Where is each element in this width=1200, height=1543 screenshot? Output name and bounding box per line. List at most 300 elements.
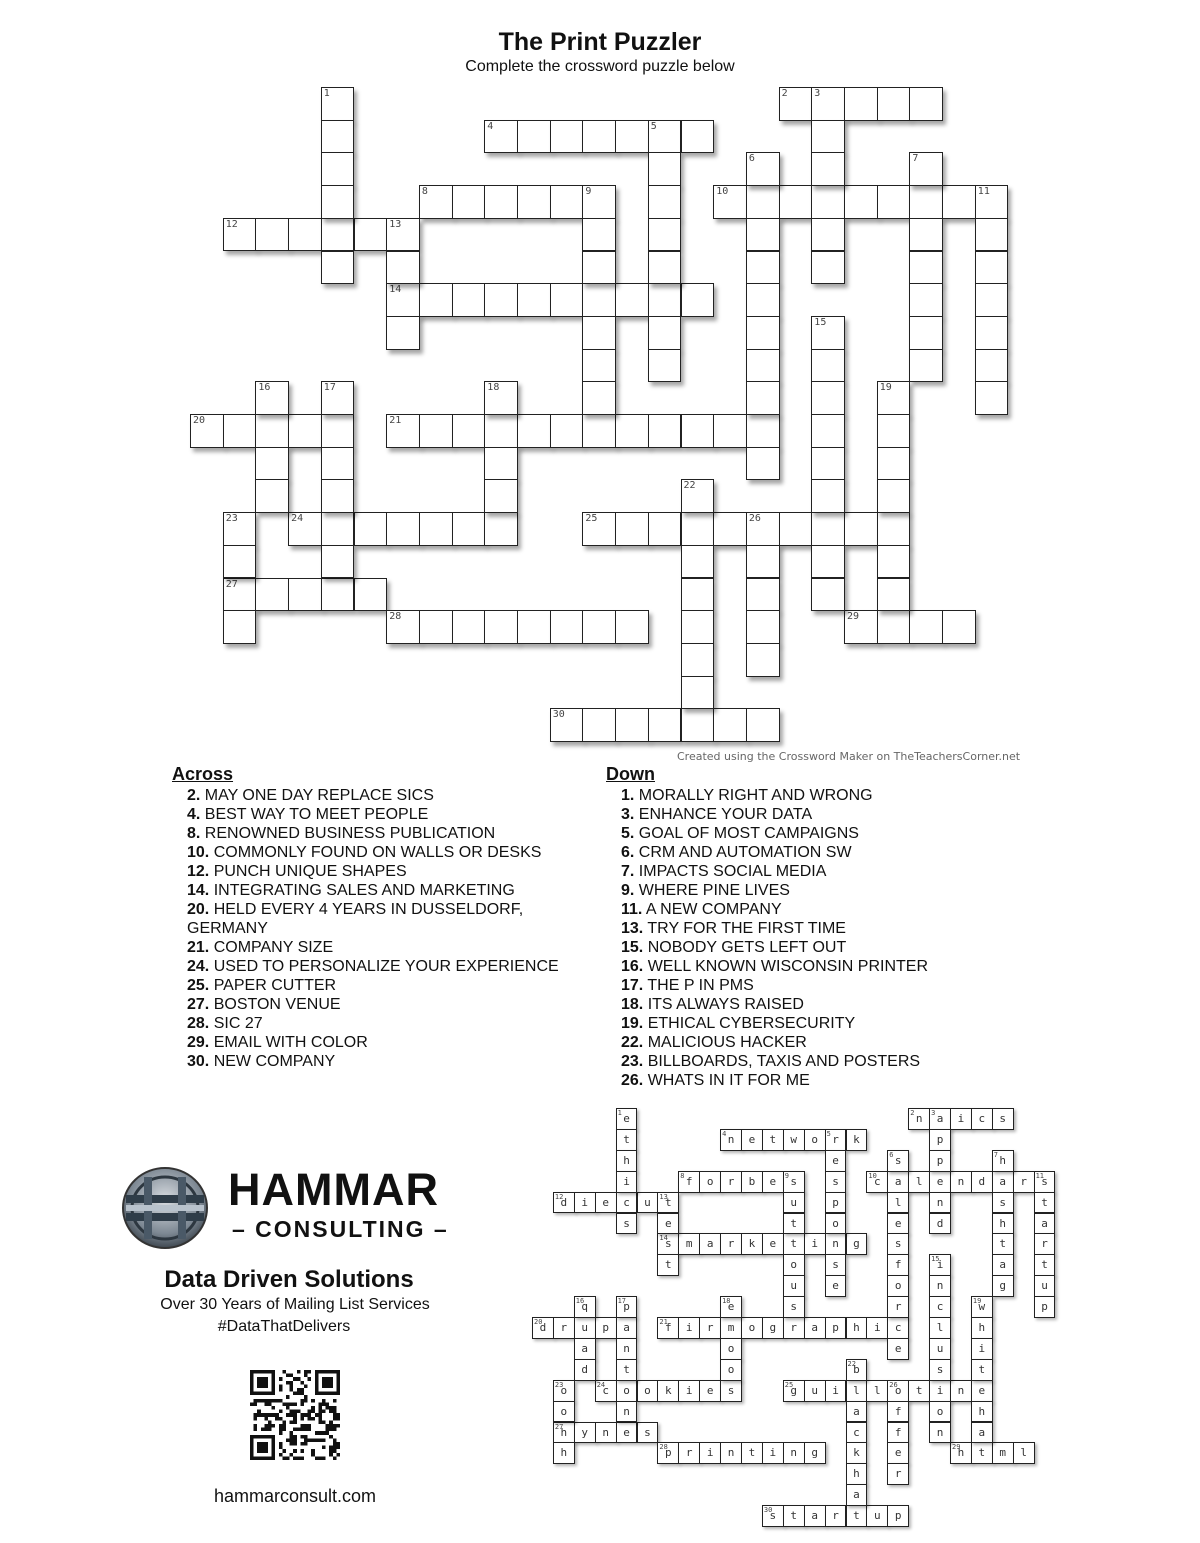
puzzle-cell[interactable] [811, 120, 845, 154]
puzzle-cell[interactable] [288, 218, 322, 252]
puzzle-cell[interactable] [648, 120, 682, 154]
puzzle-cell[interactable] [811, 316, 845, 350]
puzzle-cell[interactable] [779, 185, 813, 219]
answer-cell [553, 1380, 575, 1402]
puzzle-cell[interactable] [648, 283, 682, 317]
clue-number-label: 1 [323, 88, 330, 99]
answer-letter: r [832, 1509, 839, 1523]
puzzle-cell[interactable] [484, 185, 518, 219]
puzzle-cell[interactable] [386, 218, 420, 252]
puzzle-cell[interactable] [419, 414, 453, 448]
puzzle-cell[interactable] [844, 87, 878, 121]
puzzle-cell[interactable] [484, 479, 518, 513]
puzzle-cell[interactable] [975, 185, 1009, 219]
puzzle-cell[interactable] [681, 676, 715, 710]
answer-letter: o [560, 1404, 568, 1418]
puzzle-cell[interactable] [713, 414, 747, 448]
puzzle-cell[interactable] [517, 610, 551, 644]
puzzle-cell[interactable] [484, 447, 518, 481]
answer-cell [783, 1254, 805, 1276]
puzzle-cell[interactable] [746, 381, 780, 415]
puzzle-cell[interactable] [975, 251, 1009, 285]
answer-letter: e [936, 1174, 944, 1188]
clue-item [187, 1033, 587, 1052]
answer-cell [825, 1254, 847, 1276]
puzzle-cell[interactable] [354, 218, 388, 252]
answer-cell [846, 1422, 868, 1444]
answer-letter: r [790, 1321, 798, 1334]
answer-letter: p [602, 1321, 609, 1334]
puzzle-cell[interactable] [746, 414, 780, 448]
puzzle-cell[interactable] [909, 87, 943, 121]
answer-letter: r [685, 1446, 693, 1460]
clue-number-label: 2 [910, 1109, 915, 1117]
answer-letter: i [623, 1174, 630, 1188]
puzzle-cell[interactable] [877, 512, 911, 546]
answer-letter: i [874, 1321, 881, 1334]
answer-letter: o [748, 1321, 756, 1334]
puzzle-cell[interactable] [877, 414, 911, 448]
answer-cell [553, 1422, 575, 1444]
puzzle-cell[interactable] [877, 479, 911, 513]
clue-number: 13. [621, 920, 644, 937]
puzzle-cell[interactable] [550, 185, 584, 219]
puzzle-cell[interactable] [779, 87, 813, 121]
answer-letter: n [790, 1446, 798, 1460]
answer-letter: m [727, 1321, 735, 1334]
puzzle-cell[interactable] [582, 512, 616, 546]
puzzle-cell[interactable] [681, 643, 715, 677]
clue-number: 25. [187, 977, 210, 994]
puzzle-cell[interactable] [909, 283, 943, 317]
puzzle-cell[interactable] [811, 87, 845, 121]
puzzle-cell[interactable] [484, 381, 518, 415]
puzzle-cell[interactable] [582, 708, 616, 742]
answer-letter: f [894, 1404, 902, 1418]
puzzle-cell[interactable] [942, 610, 976, 644]
puzzle-cell[interactable] [811, 218, 845, 252]
puzzle-cell[interactable] [615, 610, 649, 644]
puzzle-cell[interactable] [321, 545, 355, 579]
puzzle-cell[interactable] [746, 283, 780, 317]
puzzle-cell[interactable] [321, 152, 355, 186]
clue-number-label: 29 [952, 1443, 961, 1452]
answer-letter: s [936, 1362, 944, 1376]
puzzle-cell[interactable] [223, 578, 257, 612]
answer-cell [741, 1442, 763, 1464]
answer-cell [825, 1275, 847, 1297]
puzzle-cell[interactable] [452, 283, 486, 317]
puzzle-cell[interactable] [223, 512, 257, 546]
answer-letter: h [623, 1153, 630, 1167]
puzzle-cell[interactable] [484, 414, 518, 448]
puzzle-cell[interactable] [288, 578, 322, 612]
puzzle-cell[interactable] [321, 251, 355, 285]
puzzle-cell[interactable] [582, 610, 616, 644]
puzzle-cell[interactable] [681, 708, 715, 742]
puzzle-cell[interactable] [223, 610, 257, 644]
clue-item [187, 976, 587, 995]
puzzle-cell[interactable] [517, 185, 551, 219]
clue-number-label: 17 [323, 382, 336, 394]
answer-letter: i [685, 1383, 693, 1397]
puzzle-cell[interactable] [321, 87, 355, 121]
puzzle-cell[interactable] [746, 349, 780, 383]
puzzle-cell[interactable] [484, 120, 518, 154]
puzzle-cell[interactable] [877, 578, 911, 612]
answer-letter: t [915, 1383, 923, 1397]
answer-letter: t [978, 1362, 986, 1376]
puzzle-cell[interactable] [452, 610, 486, 644]
puzzle-cell[interactable] [909, 152, 943, 186]
answer-letter: o [894, 1279, 902, 1293]
answer-letter: k [853, 1446, 860, 1460]
clue-text: BEST WAY TO MEET PEOPLE [200, 806, 429, 823]
puzzle-cell[interactable] [484, 283, 518, 317]
answer-cell [783, 1213, 805, 1235]
puzzle-cell[interactable] [550, 120, 584, 154]
puzzle-cell[interactable] [844, 512, 878, 546]
puzzle-cell[interactable] [582, 185, 616, 219]
puzzle-cell[interactable] [811, 545, 845, 579]
puzzle-cell[interactable] [681, 414, 715, 448]
answer-letter: w [978, 1300, 986, 1314]
answer-letter: t [623, 1132, 630, 1146]
puzzle-cell[interactable] [844, 185, 878, 219]
puzzle-cell[interactable] [419, 610, 453, 644]
answer-letter: c [936, 1300, 944, 1314]
answer-letter: a [581, 1341, 589, 1355]
answer-letter: u [790, 1279, 798, 1293]
puzzle-cell[interactable] [877, 87, 911, 121]
puzzle-cell[interactable] [746, 316, 780, 350]
clue-text: PAPER CUTTER [209, 977, 337, 994]
puzzle-cell[interactable] [582, 316, 616, 350]
puzzle-cell[interactable] [582, 414, 616, 448]
clue-number-label: 3 [814, 88, 821, 99]
puzzle-cell[interactable] [746, 545, 780, 579]
puzzle-cell[interactable] [321, 447, 355, 481]
puzzle-cell[interactable] [909, 349, 943, 383]
puzzle-cell[interactable] [255, 447, 289, 481]
puzzle-cell[interactable] [746, 152, 780, 186]
clue-number-label: 9 [585, 186, 592, 198]
clue-item [621, 957, 1041, 976]
answer-cell [971, 1401, 993, 1423]
puzzle-cell[interactable] [681, 512, 715, 546]
puzzle-cell[interactable] [517, 414, 551, 448]
puzzle-cell[interactable] [615, 414, 649, 448]
answer-cell [657, 1192, 679, 1214]
puzzle-cell[interactable] [484, 512, 518, 546]
puzzle-cell[interactable] [419, 512, 453, 546]
puzzle-cell[interactable] [681, 545, 715, 579]
clue-item [621, 843, 1041, 862]
puzzle-cell[interactable] [844, 610, 878, 644]
answer-letter: e [894, 1216, 902, 1230]
answer-letter: n [936, 1425, 944, 1439]
clue-number-label: 13 [659, 1192, 668, 1201]
answer-letter: t [790, 1509, 798, 1523]
answer-cell [846, 1233, 868, 1255]
puzzle-cell[interactable] [909, 218, 943, 252]
qr-code[interactable] [250, 1370, 340, 1460]
puzzle-cell[interactable] [321, 381, 355, 415]
puzzle-cell[interactable] [975, 316, 1009, 350]
puzzle-cell[interactable] [746, 512, 780, 546]
answer-cell [992, 1108, 1014, 1130]
answer-cell [866, 1171, 888, 1193]
puzzle-cell[interactable] [648, 708, 682, 742]
puzzle-cell[interactable] [877, 545, 911, 579]
puzzle-cell[interactable] [321, 185, 355, 219]
hammar-logo [120, 1165, 210, 1251]
puzzle-cell[interactable] [648, 512, 682, 546]
answer-letter: n [936, 1195, 944, 1209]
puzzle-cell[interactable] [681, 120, 715, 154]
clue-number: 6. [621, 844, 635, 861]
answer-cell [595, 1192, 617, 1214]
puzzle-cell[interactable] [255, 414, 289, 448]
clue-text: WHATS IN IT FOR ME [643, 1072, 810, 1089]
puzzle-cell[interactable] [648, 218, 682, 252]
puzzle-cell[interactable] [811, 185, 845, 219]
puzzle-cell[interactable] [386, 414, 420, 448]
website-link[interactable]: hammarconsult.com [213, 1486, 377, 1506]
clue-number-label: 30 [552, 709, 565, 721]
puzzle-cell[interactable] [648, 414, 682, 448]
puzzle-cell[interactable] [811, 414, 845, 448]
answer-cell [657, 1213, 679, 1235]
puzzle-cell[interactable] [386, 316, 420, 350]
puzzle-cell[interactable] [877, 381, 911, 415]
puzzle-cell[interactable] [321, 512, 355, 546]
puzzle-cell[interactable] [452, 185, 486, 219]
puzzle-cell[interactable] [975, 349, 1009, 383]
puzzle-cell[interactable] [746, 643, 780, 677]
puzzle-cell[interactable] [811, 349, 845, 383]
answer-letter: l [1020, 1446, 1027, 1460]
puzzle-cell[interactable] [223, 414, 257, 448]
puzzle-cell[interactable] [452, 414, 486, 448]
answer-letter: o [790, 1258, 798, 1272]
answer-letter: a [936, 1112, 944, 1125]
answer-letter: p [936, 1153, 944, 1167]
puzzle-cell[interactable] [746, 185, 780, 219]
answer-cell [657, 1380, 679, 1402]
puzzle-cell[interactable] [517, 283, 551, 317]
puzzle-cell[interactable] [746, 218, 780, 252]
answer-cell [825, 1317, 847, 1339]
puzzle-cell[interactable] [223, 545, 257, 579]
puzzle-cell[interactable] [288, 512, 322, 546]
answer-letter: a [978, 1425, 986, 1439]
clue-number: 26. [621, 1072, 644, 1089]
puzzle-cell[interactable] [288, 414, 322, 448]
puzzle-cell[interactable] [909, 316, 943, 350]
answer-letter: d [936, 1216, 944, 1230]
puzzle-cell[interactable] [681, 283, 715, 317]
puzzle-cell[interactable] [811, 512, 845, 546]
answer-letter: e [894, 1341, 902, 1355]
answer-cell [616, 1213, 638, 1235]
puzzle-cell[interactable] [811, 251, 845, 285]
puzzle-cell[interactable] [942, 185, 976, 219]
puzzle-cell[interactable] [746, 708, 780, 742]
answer-cell [699, 1171, 721, 1193]
puzzle-cell[interactable] [582, 349, 616, 383]
clue-item [187, 995, 587, 1014]
puzzle-cell[interactable] [648, 349, 682, 383]
puzzle-cell[interactable] [321, 414, 355, 448]
answer-letter: o [832, 1216, 839, 1230]
puzzle-cell[interactable] [648, 251, 682, 285]
answer-cell [971, 1108, 993, 1130]
clue-number-label: 28 [659, 1443, 668, 1452]
puzzle-cell[interactable] [582, 283, 616, 317]
puzzle-cell[interactable] [877, 447, 911, 481]
answer-cell [595, 1380, 617, 1402]
puzzle-cell[interactable] [550, 708, 584, 742]
clue-item [621, 1014, 1041, 1033]
answer-letter: g [811, 1446, 818, 1460]
clue-text: MALICIOUS HACKER [643, 1034, 807, 1051]
puzzle-cell[interactable] [746, 578, 780, 612]
answer-cell [887, 1505, 909, 1527]
clue-number: 17. [621, 977, 644, 994]
puzzle-cell[interactable] [582, 218, 616, 252]
puzzle-cell[interactable] [582, 381, 616, 415]
answer-cell [783, 1171, 805, 1193]
answer-cell [929, 1401, 951, 1423]
puzzle-cell[interactable] [321, 120, 355, 154]
puzzle-cell[interactable] [648, 185, 682, 219]
puzzle-cell[interactable] [255, 479, 289, 513]
puzzle-cell[interactable] [354, 512, 388, 546]
puzzle-cell[interactable] [582, 120, 616, 154]
puzzle-cell[interactable] [713, 185, 747, 219]
puzzle-cell[interactable] [321, 218, 355, 252]
puzzle-cell[interactable] [975, 283, 1009, 317]
answer-cell [846, 1129, 868, 1151]
answer-letter: i [769, 1446, 777, 1460]
puzzle-cell[interactable] [746, 251, 780, 285]
answer-cell [637, 1192, 659, 1214]
puzzle-cell[interactable] [975, 218, 1009, 252]
puzzle-cell[interactable] [386, 512, 420, 546]
clue-number: 21. [187, 939, 210, 956]
puzzle-cell[interactable] [223, 218, 257, 252]
puzzle-cell[interactable] [419, 185, 453, 219]
answer-cell [971, 1338, 993, 1360]
clue-item [621, 1033, 1041, 1052]
answer-letter: i [957, 1112, 965, 1125]
answer-letter: o [894, 1383, 902, 1397]
puzzle-cell[interactable] [746, 610, 780, 644]
puzzle-cell[interactable] [811, 479, 845, 513]
answer-letter: e [748, 1132, 756, 1146]
puzzle-cell[interactable] [811, 578, 845, 612]
answer-letter: b [748, 1174, 756, 1188]
answer-cell [657, 1233, 679, 1255]
answer-letter: p [623, 1300, 630, 1314]
answer-cell [678, 1380, 700, 1402]
puzzle-cell[interactable] [321, 479, 355, 513]
puzzle-cell[interactable] [386, 283, 420, 317]
puzzle-cell[interactable] [779, 512, 813, 546]
puzzle-cell[interactable] [321, 578, 355, 612]
clue-text: BOSTON VENUE [209, 996, 341, 1013]
puzzle-cell[interactable] [550, 283, 584, 317]
puzzle-cell[interactable] [681, 578, 715, 612]
puzzle-cell[interactable] [975, 381, 1009, 415]
puzzle-cell[interactable] [255, 218, 289, 252]
answer-cell [657, 1254, 679, 1276]
puzzle-cell[interactable] [877, 610, 911, 644]
answer-letter: o [811, 1132, 818, 1146]
puzzle-cell[interactable] [681, 610, 715, 644]
answer-cell [804, 1233, 826, 1255]
puzzle-cell[interactable] [582, 251, 616, 285]
answer-letter: f [894, 1425, 902, 1439]
puzzle-cell[interactable] [452, 512, 486, 546]
puzzle-cell[interactable] [386, 610, 420, 644]
answer-letter: a [623, 1321, 630, 1334]
answer-cell [887, 1233, 909, 1255]
answer-letter: d [581, 1362, 589, 1376]
puzzle-cell[interactable] [354, 578, 388, 612]
puzzle-cell[interactable] [811, 152, 845, 186]
puzzle-cell[interactable] [484, 610, 518, 644]
answer-letter: h [853, 1467, 860, 1481]
puzzle-cell[interactable] [648, 316, 682, 350]
answer-letter: n [915, 1112, 923, 1125]
puzzle-cell[interactable] [713, 708, 747, 742]
answer-letter: p [936, 1132, 944, 1146]
puzzle-cell[interactable] [909, 610, 943, 644]
puzzle-cell[interactable] [648, 152, 682, 186]
clue-number-label: 5 [650, 120, 657, 132]
puzzle-cell[interactable] [419, 283, 453, 317]
answer-cell [866, 1317, 888, 1339]
puzzle-cell[interactable] [190, 414, 224, 448]
puzzle-cell[interactable] [550, 610, 584, 644]
puzzle-cell[interactable] [909, 251, 943, 285]
puzzle-cell[interactable] [746, 447, 780, 481]
puzzle-cell[interactable] [811, 381, 845, 415]
puzzle-cell[interactable] [615, 283, 649, 317]
answer-cell [741, 1317, 763, 1339]
clue-number-label: 3 [931, 1109, 936, 1117]
puzzle-cell[interactable] [615, 120, 649, 154]
puzzle-cell[interactable] [517, 120, 551, 154]
puzzle-cell[interactable] [681, 479, 715, 513]
answer-cell [929, 1192, 951, 1214]
puzzle-cell[interactable] [615, 708, 649, 742]
puzzle-cell[interactable] [713, 512, 747, 546]
clue-number: 3. [621, 806, 635, 823]
puzzle-cell[interactable] [877, 185, 911, 219]
puzzle-cell[interactable] [255, 381, 289, 415]
answer-cell [804, 1380, 826, 1402]
puzzle-cell[interactable] [909, 185, 943, 219]
puzzle-cell[interactable] [615, 512, 649, 546]
puzzle-cell[interactable] [255, 578, 289, 612]
puzzle-cell[interactable] [386, 251, 420, 285]
puzzle-cell[interactable] [550, 414, 584, 448]
puzzle-cell[interactable] [811, 447, 845, 481]
answer-letter: l [874, 1383, 881, 1397]
